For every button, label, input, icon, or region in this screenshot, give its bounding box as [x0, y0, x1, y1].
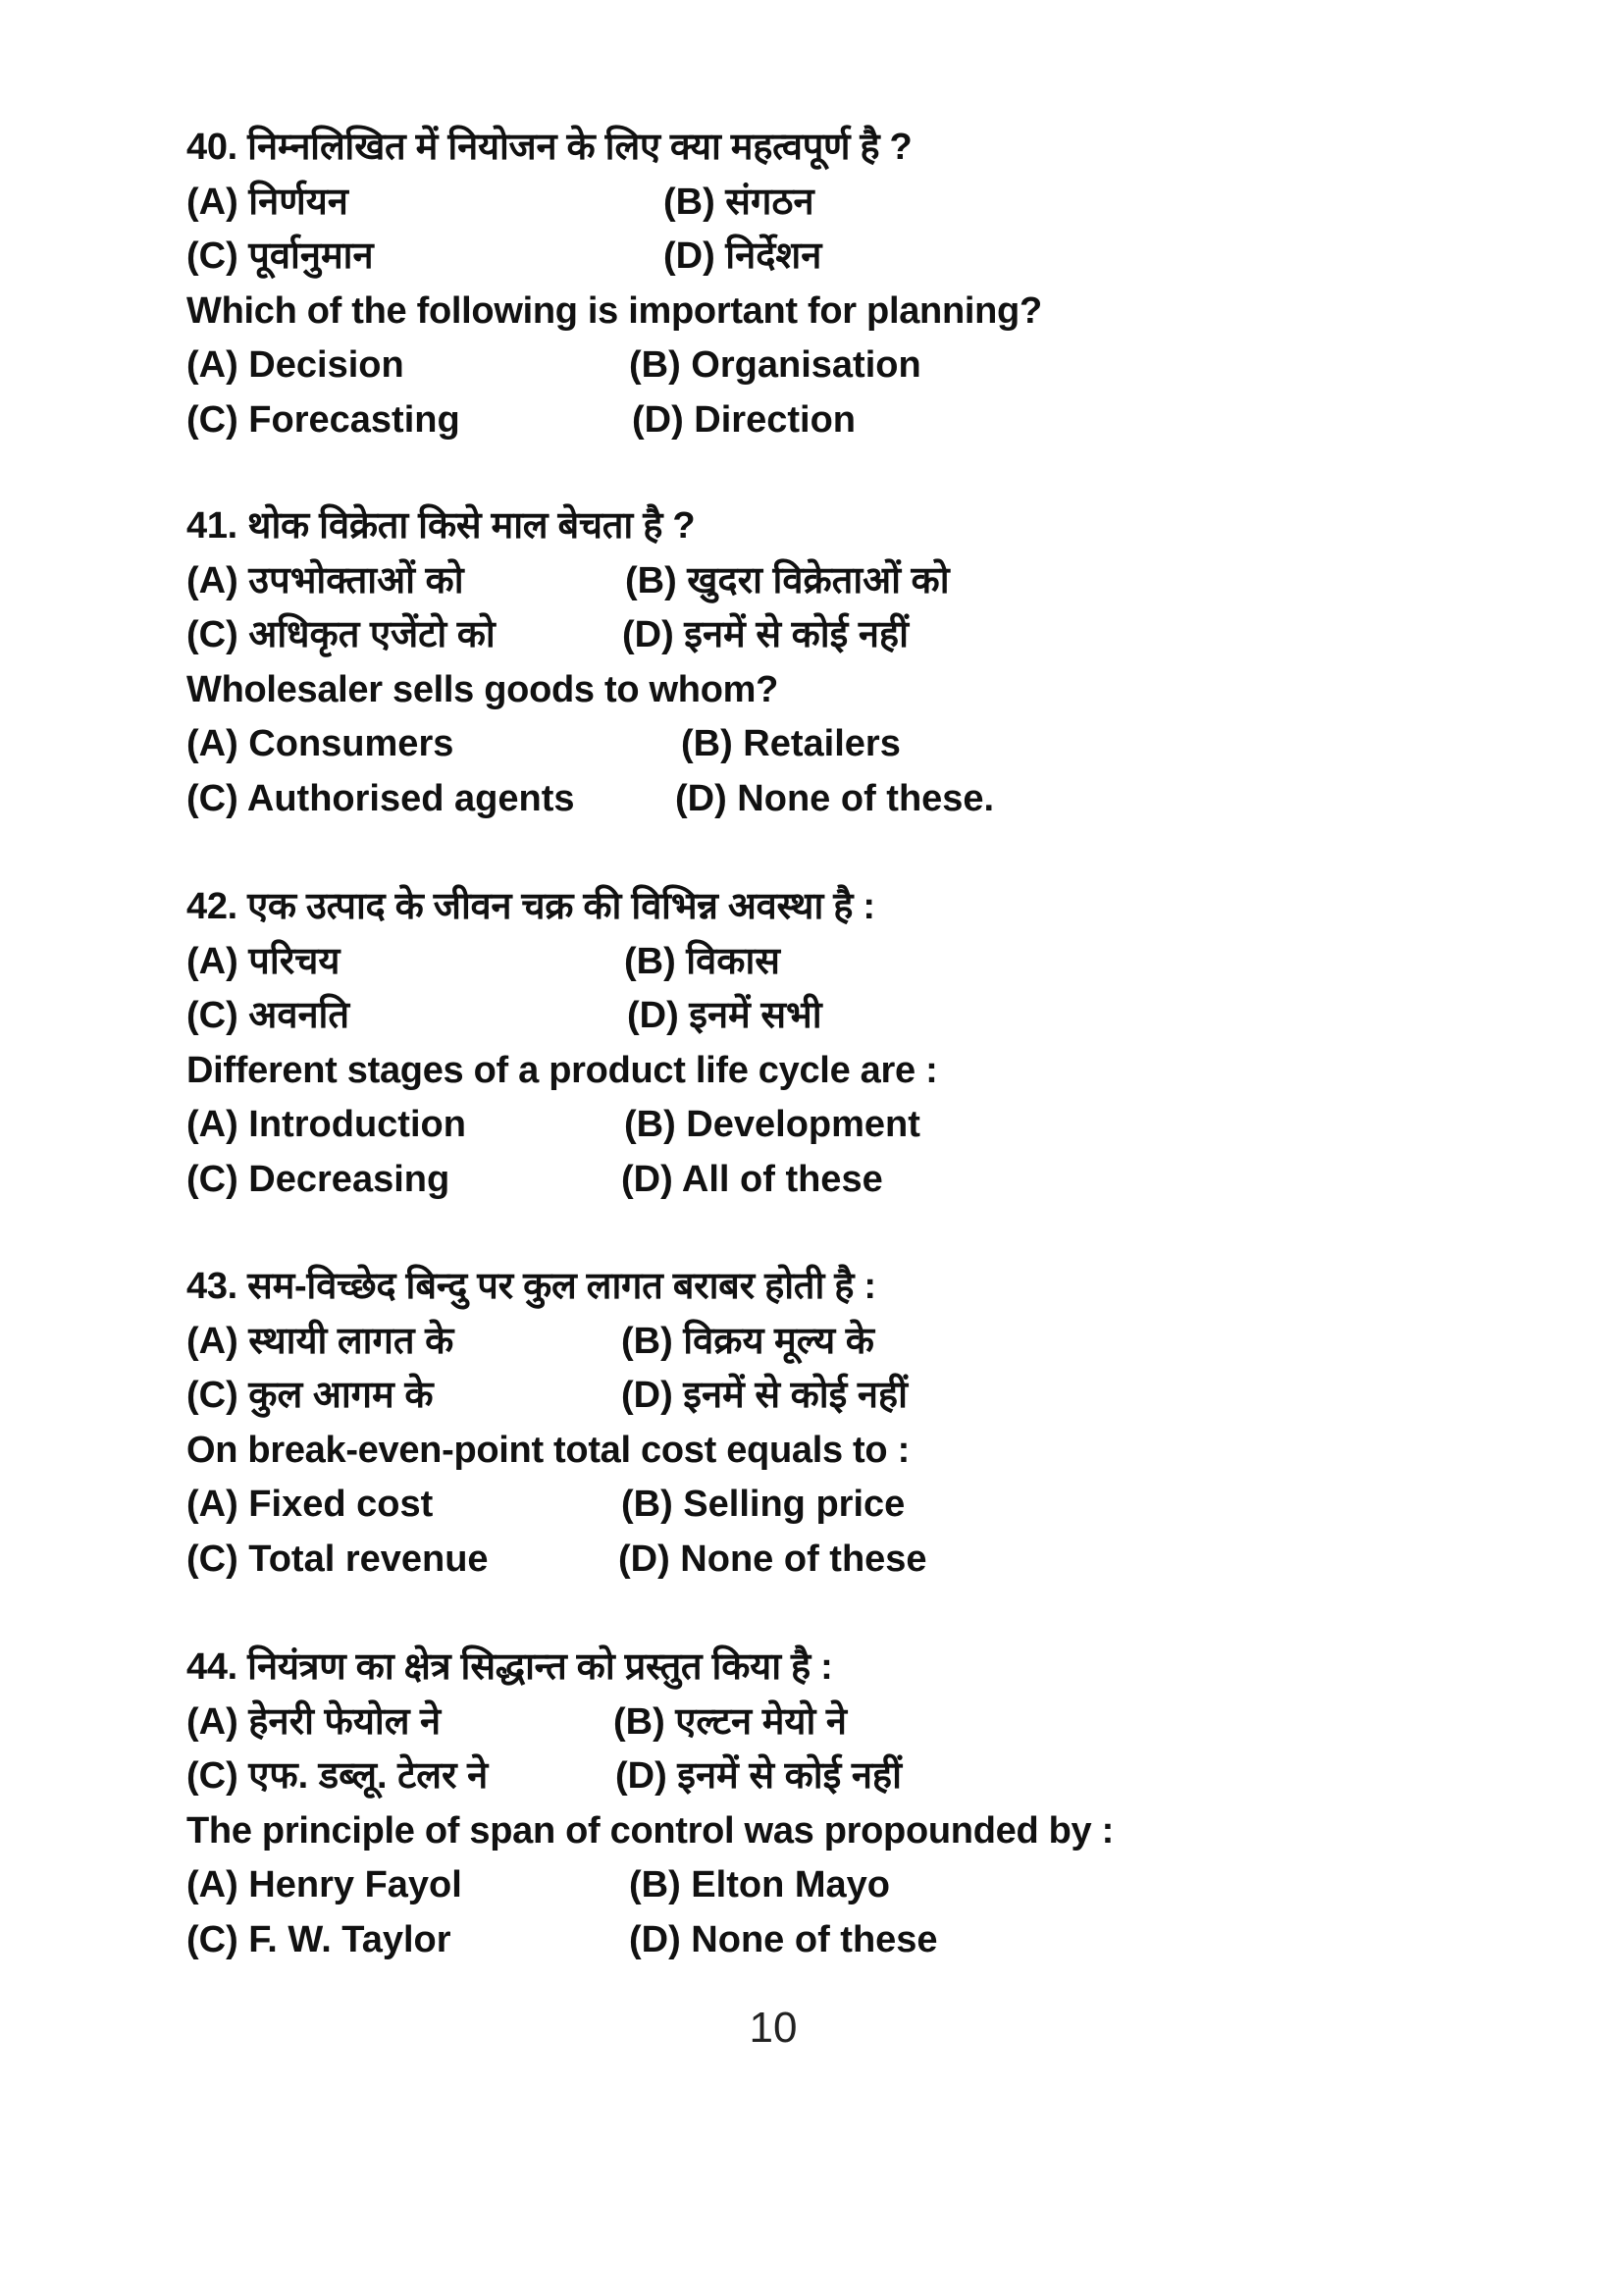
option-b-english: (B) Organisation [629, 344, 921, 387]
option-b-english: (B) Selling price [621, 1484, 906, 1526]
option-b-hindi: (B) विकास [624, 940, 780, 982]
option-d-hindi: (D) निर्देशन [663, 235, 822, 278]
question-text-hindi: 43. सम-विच्छेद बिन्दु पर कुल लागत बराबर होती है : [186, 1266, 876, 1307]
option-c-hindi: (C) अवनति [186, 995, 350, 1037]
option-c-english: (C) Forecasting [186, 399, 460, 441]
option-a-english: (A) Introduction [186, 1104, 466, 1146]
option-c-english: (C) Authorised agents [186, 778, 575, 819]
option-d-hindi: (D) इनमें से कोई नहीं [622, 614, 909, 656]
option-d-hindi: (D) इनमें से कोई नहीं [621, 1375, 908, 1417]
option-a-english: (A) Consumers [186, 723, 454, 765]
option-c-english: (C) F. W. Taylor [186, 1919, 451, 1960]
question-text-hindi: 44. नियंत्रण का क्षेत्र सिद्धान्त को प्रस्तुत किया है : [186, 1646, 833, 1688]
question-text-hindi: 41. थोक विक्रेता किसे माल बेचता है ? [186, 505, 696, 547]
option-d-english: (D) None of these [629, 1919, 938, 1960]
option-b-english: (B) Development [624, 1104, 920, 1146]
option-a-hindi: (A) स्थायी लागत के [186, 1320, 454, 1362]
question-text-english: On break-even-point total cost equals to : [186, 1429, 910, 1471]
option-b-hindi: (B) संगठन [663, 181, 814, 223]
question-text-english: Wholesaler sells goods to whom? [186, 668, 779, 710]
option-c-english: (C) Total revenue [186, 1539, 489, 1580]
option-d-english: (D) None of these [618, 1539, 927, 1580]
option-d-hindi: (D) इनमें सभी [627, 995, 822, 1037]
option-c-hindi: (C) एफ. डब्लू. टेलर ने [186, 1755, 489, 1798]
option-a-hindi: (A) उपभोक्ताओं को [186, 559, 464, 601]
question-text-hindi: 40. निम्नलिखित में नियोजन के लिए क्या महत्वपूर्ण है ? [186, 127, 913, 168]
option-a-english: (A) Decision [186, 344, 404, 387]
option-d-english: (D) None of these. [675, 778, 995, 819]
option-c-english: (C) Decreasing [186, 1159, 450, 1200]
option-a-english: (A) Fixed cost [186, 1484, 434, 1526]
option-b-english: (B) Retailers [681, 723, 901, 765]
option-b-hindi: (B) विक्रय मूल्य के [621, 1320, 874, 1362]
option-a-hindi: (A) परिचय [186, 940, 340, 982]
option-a-hindi: (A) हेनरी फेयोल ने [186, 1700, 442, 1743]
option-d-hindi: (D) इनमें से कोई नहीं [615, 1755, 902, 1798]
option-d-english: (D) Direction [632, 399, 856, 441]
question-text-hindi: 42. एक उत्पाद के जीवन चक्र की विभिन्न अवस्था है : [186, 886, 875, 927]
option-b-hindi: (B) एल्टन मेयो ने [613, 1700, 847, 1743]
question-text-english: Which of the following is important for planning? [186, 289, 1042, 332]
option-c-hindi: (C) अधिकृत एजेंटो को [186, 614, 496, 656]
option-c-hindi: (C) कुल आगम के [186, 1375, 434, 1417]
option-a-hindi: (A) निर्णयन [186, 181, 348, 223]
option-c-hindi: (C) पूर्वानुमान [186, 235, 374, 278]
option-a-english: (A) Henry Fayol [186, 1864, 462, 1906]
question-text-english: The principle of span of control was propounded by : [186, 1809, 1114, 1852]
option-b-hindi: (B) खुदरा विक्रेताओं को [625, 559, 950, 601]
option-d-english: (D) All of these [621, 1159, 883, 1200]
question-text-english: Different stages of a product life cycle are : [186, 1049, 938, 1091]
option-b-english: (B) Elton Mayo [629, 1864, 890, 1906]
page-number: 10 [749, 2004, 798, 2052]
